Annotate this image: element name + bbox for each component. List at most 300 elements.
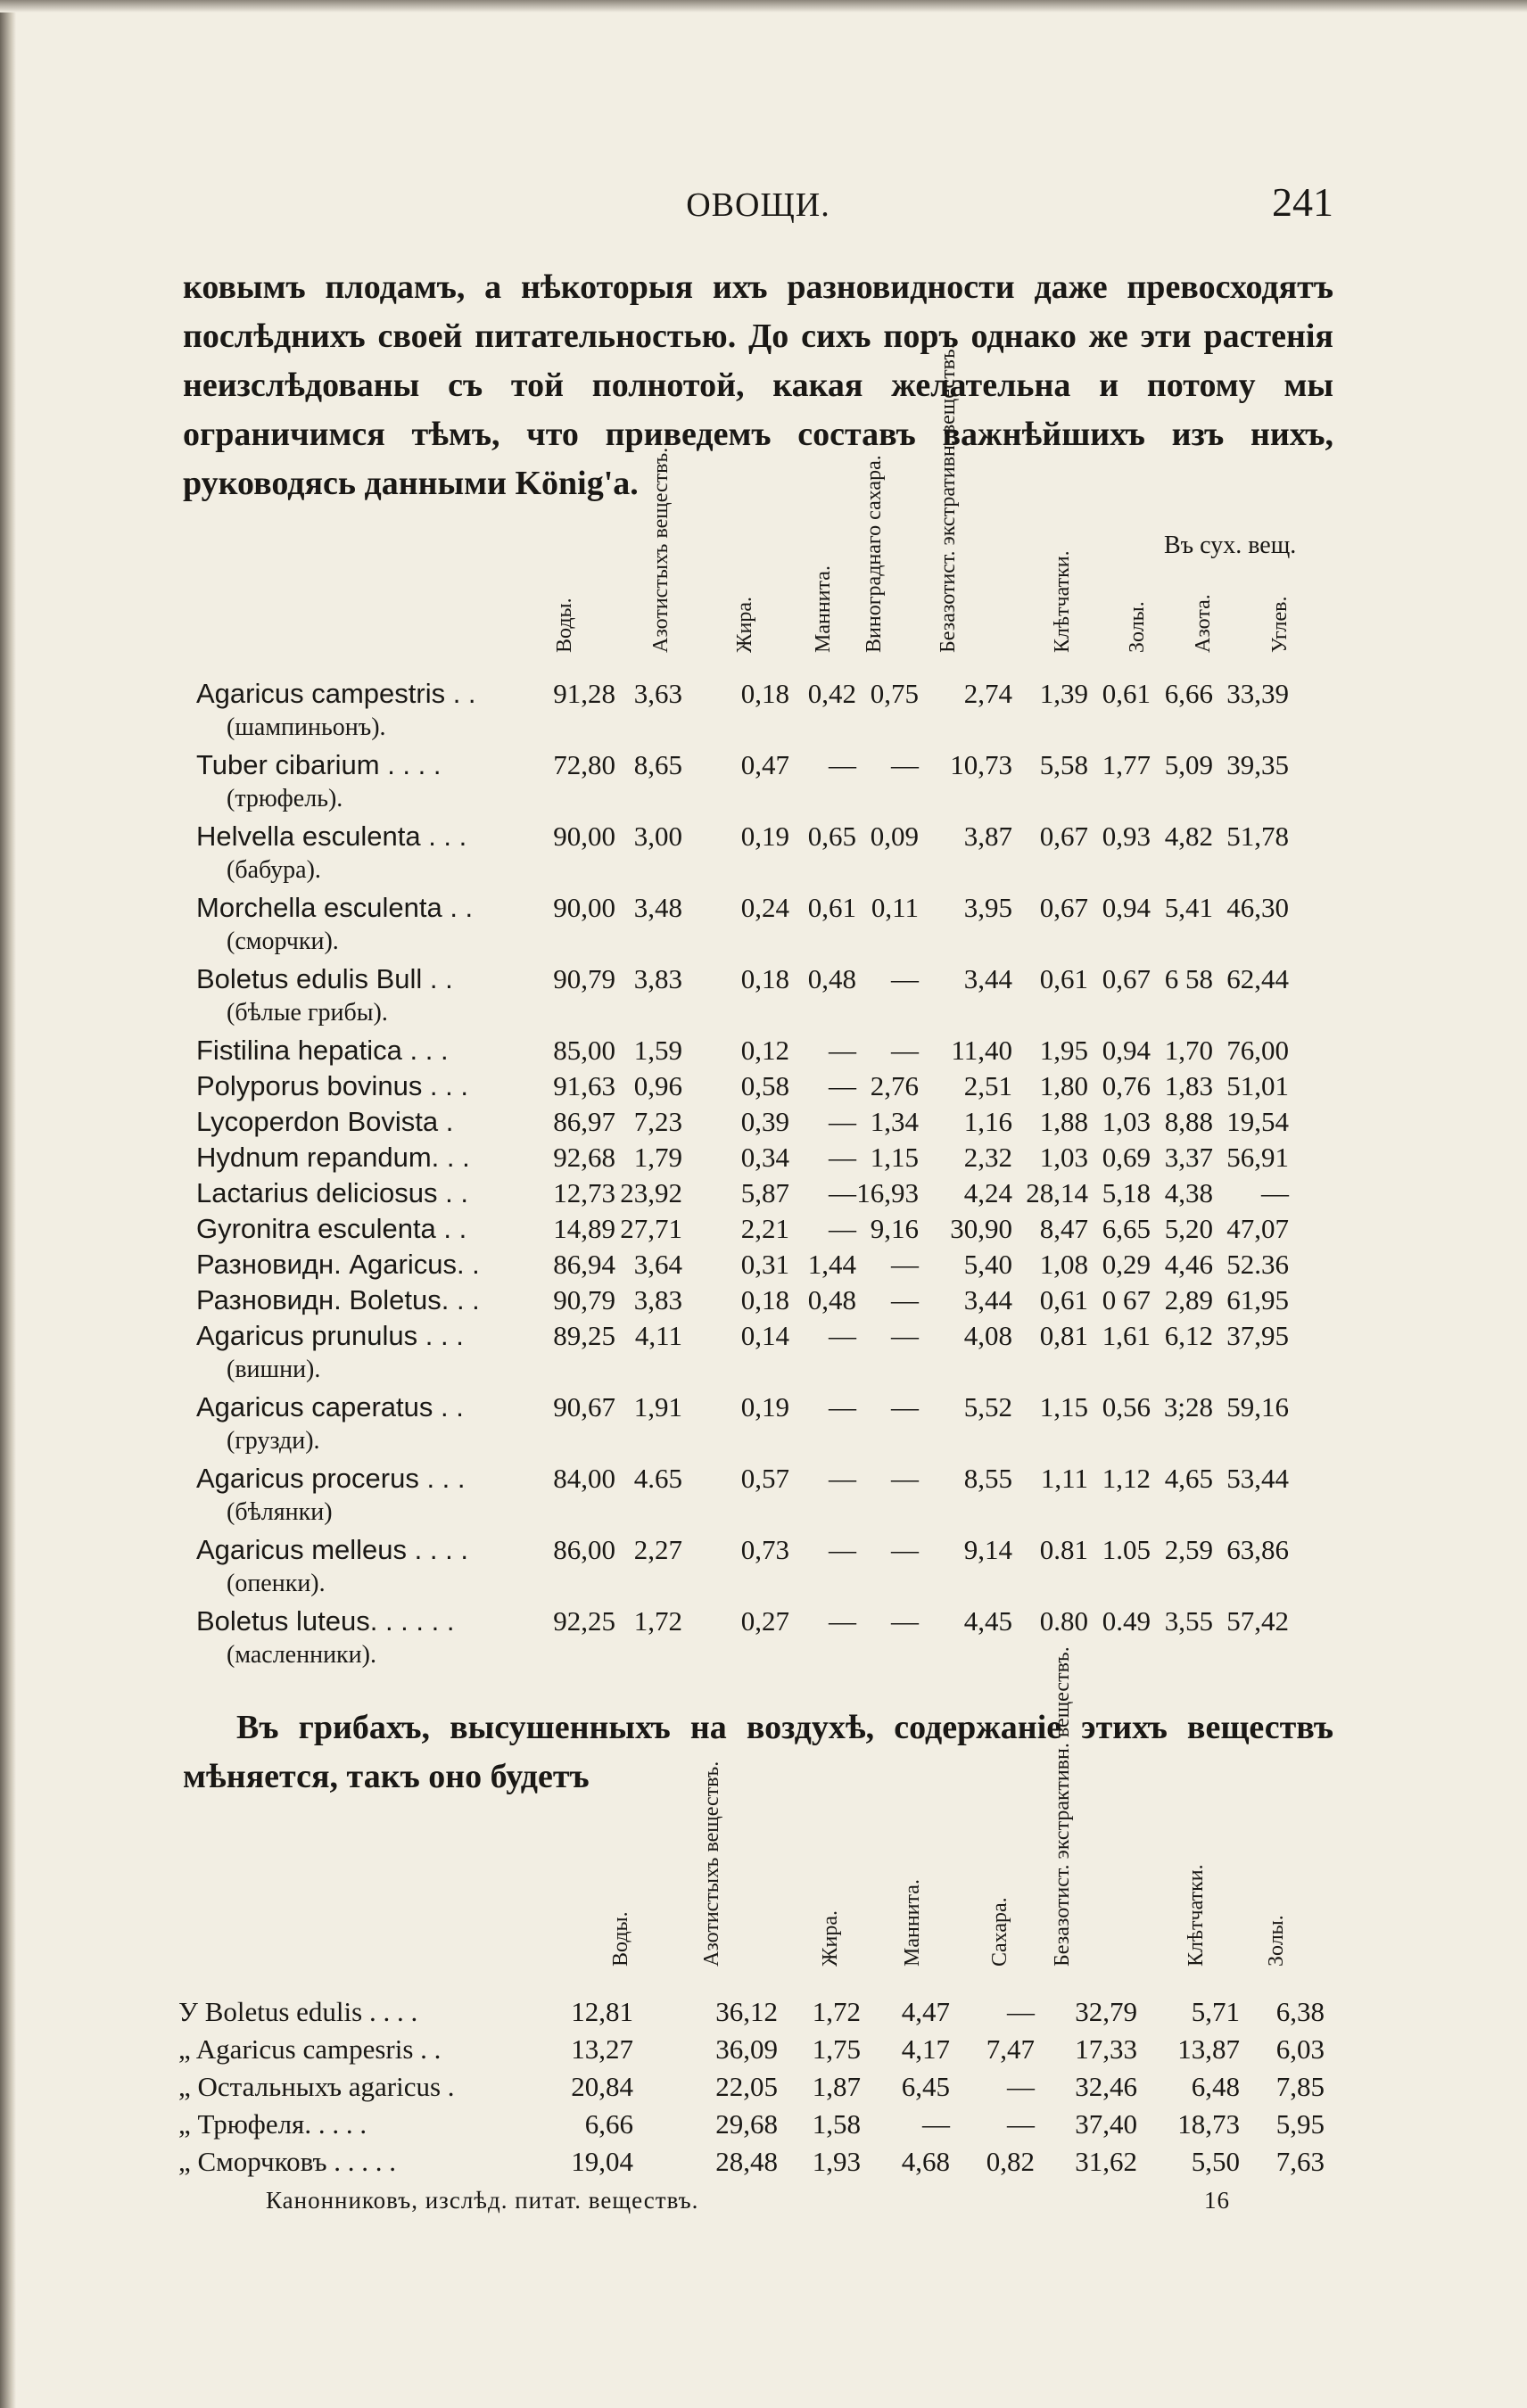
table-cell: 0,76 bbox=[1102, 1070, 1151, 1101]
species-name: Lycoperdon Bovista . bbox=[196, 1106, 454, 1137]
table-cell: 13,87 bbox=[1177, 2033, 1240, 2065]
table-cell: 1,12 bbox=[1102, 1463, 1151, 1494]
table-cell: 0,39 bbox=[740, 1106, 789, 1137]
table-cell: 23,92 bbox=[620, 1177, 682, 1208]
table-cell: 0,29 bbox=[1102, 1249, 1151, 1280]
page-top-edge bbox=[0, 0, 1527, 12]
table-cell: 5,50 bbox=[1191, 2146, 1240, 2177]
table2-column-header: Маннита. bbox=[901, 1879, 924, 1967]
species-name: Tuber cibarium . . . . bbox=[196, 749, 442, 780]
table-cell: — bbox=[1007, 2071, 1035, 2102]
table-row bbox=[178, 2071, 1338, 2108]
table-cell: 1,70 bbox=[1164, 1035, 1213, 1066]
table-cell: 89,25 bbox=[553, 1320, 615, 1351]
table-row bbox=[196, 1213, 1338, 1249]
table2-column-header: Жира. bbox=[819, 1910, 842, 1967]
table-cell: 86,00 bbox=[553, 1534, 615, 1565]
table-cell: — bbox=[891, 1035, 919, 1066]
common-name-row bbox=[196, 713, 1338, 749]
table-cell: 46,30 bbox=[1226, 892, 1289, 923]
table-cell: — bbox=[1007, 2108, 1035, 2140]
table-cell: 86,94 bbox=[553, 1249, 615, 1280]
table-row bbox=[196, 1177, 1338, 1213]
table-cell: 2,76 bbox=[870, 1070, 919, 1101]
table-cell: 36,12 bbox=[715, 1996, 778, 2027]
table-cell: 1,91 bbox=[633, 1391, 682, 1423]
species-name: Agaricus procerus . . . bbox=[196, 1463, 466, 1494]
table-cell: 6,66 bbox=[1164, 678, 1213, 709]
table-cell: 2,32 bbox=[963, 1142, 1012, 1173]
common-name-row bbox=[196, 856, 1338, 892]
table-cell: 11,40 bbox=[951, 1035, 1012, 1066]
table-cell: 36,09 bbox=[715, 2033, 778, 2065]
table-cell: 1,03 bbox=[1102, 1106, 1151, 1137]
signature-mark: 16 bbox=[1204, 2187, 1230, 2214]
table-row bbox=[196, 1070, 1338, 1106]
table-cell: — bbox=[829, 1391, 856, 1423]
table-cell: 1,93 bbox=[812, 2146, 861, 2177]
table-cell: 5,58 bbox=[1039, 749, 1088, 780]
table-cell: 7,85 bbox=[1275, 2071, 1325, 2102]
table-cell: 6,03 bbox=[1275, 2033, 1325, 2065]
table-cell: — bbox=[829, 1177, 856, 1208]
table-cell: 52.36 bbox=[1226, 1249, 1289, 1280]
table-cell: 33,39 bbox=[1226, 678, 1289, 709]
species-name: „ Сморчковъ . . . . . bbox=[178, 2146, 397, 2177]
species-name: Разновидн. Boletus. . . bbox=[196, 1284, 480, 1315]
table-cell: 0,58 bbox=[740, 1070, 789, 1101]
table-cell: 22,05 bbox=[715, 2071, 778, 2102]
table-cell: 5,09 bbox=[1164, 749, 1213, 780]
table-cell: 6,45 bbox=[901, 2071, 950, 2102]
table-cell: 3,48 bbox=[633, 892, 682, 923]
table-cell: — bbox=[891, 1320, 919, 1351]
table-cell: 1,87 bbox=[812, 2071, 861, 2102]
species-name: Agaricus prunulus . . . bbox=[196, 1320, 464, 1351]
table-cell: 0,56 bbox=[1102, 1391, 1151, 1423]
table-cell: 3,37 bbox=[1164, 1142, 1213, 1173]
table-row bbox=[178, 1996, 1338, 2033]
table-cell: 5,52 bbox=[963, 1391, 1012, 1423]
running-header bbox=[183, 178, 1333, 232]
table-cell: 37,95 bbox=[1226, 1320, 1289, 1351]
table-cell: 29,68 bbox=[715, 2108, 778, 2140]
table-cell: — bbox=[891, 963, 919, 994]
table-row bbox=[196, 892, 1338, 928]
table-cell: 56,91 bbox=[1226, 1142, 1289, 1173]
table-cell: 1,72 bbox=[633, 1605, 682, 1637]
table-cell: 18,73 bbox=[1177, 2108, 1240, 2140]
table-cell: 7,63 bbox=[1275, 2146, 1325, 2177]
intro-paragraph: ковымъ плодамъ, а нѣкоторыя ихъ разновидности даже превосходятъ послѣднихъ своей питательностью. До сихъ поръ однако же эти растенія неизслѣдованы съ той полнотой, какая желательна и потому мы ограничимся тѣмъ, что приведемъ составъ важнѣйшихъ изъ нихъ, руководясь данными König'a. bbox=[183, 268, 1333, 502]
common-name: (трюфель). bbox=[227, 785, 343, 812]
table-cell: 16,93 bbox=[856, 1177, 919, 1208]
table-cell: 2,21 bbox=[740, 1213, 789, 1244]
page-number: 241 bbox=[1272, 179, 1333, 225]
table-cell: 6,66 bbox=[584, 2108, 633, 2140]
table1-column-header: Винограднаго сахара. bbox=[863, 455, 886, 653]
common-name-row bbox=[196, 785, 1338, 821]
table-cell: 1,34 bbox=[870, 1106, 919, 1137]
table-cell: 3,83 bbox=[633, 1284, 682, 1315]
table-cell: 86,97 bbox=[553, 1106, 615, 1137]
table1-column-header: Клѣтчатки. bbox=[1051, 550, 1074, 653]
table-cell: 1,11 bbox=[1040, 1463, 1088, 1494]
table-cell: 4,45 bbox=[963, 1605, 1012, 1637]
table-cell: 1,88 bbox=[1039, 1106, 1088, 1137]
table-cell: 1,15 bbox=[870, 1142, 919, 1173]
table-row bbox=[196, 1284, 1338, 1320]
table-cell: — bbox=[922, 2108, 950, 2140]
table-cell: — bbox=[1007, 1996, 1035, 2027]
table-cell: 0,61 bbox=[1102, 678, 1151, 709]
table-cell: 62,44 bbox=[1226, 963, 1289, 994]
table-cell: 91,28 bbox=[553, 678, 615, 709]
table-cell: 0,48 bbox=[807, 963, 856, 994]
table-cell: 20,84 bbox=[571, 2071, 633, 2102]
table-cell: — bbox=[891, 749, 919, 780]
table-cell: 1,59 bbox=[633, 1035, 682, 1066]
species-name: Helvella esculenta . . . bbox=[196, 821, 467, 852]
table-cell: — bbox=[829, 1213, 856, 1244]
table-cell: 4,24 bbox=[963, 1177, 1012, 1208]
table-cell: 1,95 bbox=[1039, 1035, 1088, 1066]
table-cell: 72,80 bbox=[553, 749, 615, 780]
table-cell: 0,14 bbox=[740, 1320, 789, 1351]
table-cell: — bbox=[829, 1106, 856, 1137]
table-cell: 0,42 bbox=[807, 678, 856, 709]
table-cell: 27,71 bbox=[620, 1213, 682, 1244]
table2-column-header: Безазотист. экстрактивн. веществъ. bbox=[1051, 1646, 1074, 1967]
table-cell: 3,44 bbox=[963, 1284, 1012, 1315]
page-footer bbox=[266, 2187, 1230, 2214]
table-cell: 2,27 bbox=[633, 1534, 682, 1565]
table-row bbox=[178, 2146, 1338, 2183]
common-name: (бабура). bbox=[227, 856, 321, 884]
table-cell: 0,61 bbox=[1039, 963, 1088, 994]
table-cell: 90,00 bbox=[553, 821, 615, 852]
table-row bbox=[196, 1463, 1338, 1498]
table1-column-header: Маннита. bbox=[812, 565, 835, 653]
table-cell: — bbox=[829, 1605, 856, 1637]
table-cell: 0 67 bbox=[1102, 1284, 1151, 1315]
table2-column-header: Клѣтчатки. bbox=[1184, 1864, 1208, 1967]
table-cell: — bbox=[829, 1070, 856, 1101]
table-cell: 3,83 bbox=[633, 963, 682, 994]
table-cell: 59,16 bbox=[1226, 1391, 1289, 1423]
table-cell: 8,55 bbox=[963, 1463, 1012, 1494]
table-cell: 0,09 bbox=[870, 821, 919, 852]
species-name: Agaricus melleus . . . . bbox=[196, 1534, 468, 1565]
species-name: У Boletus edulis . . . . bbox=[178, 1996, 418, 2027]
common-name: (шампиньонъ). bbox=[227, 713, 386, 741]
table-cell: 6,12 bbox=[1164, 1320, 1213, 1351]
table-cell: 31,62 bbox=[1075, 2146, 1137, 2177]
species-name: Fistilina hepatica . . . bbox=[196, 1035, 449, 1066]
table-cell: 0,96 bbox=[633, 1070, 682, 1101]
table-cell: 0.49 bbox=[1102, 1605, 1151, 1637]
table-cell: 76,00 bbox=[1226, 1035, 1289, 1066]
table-cell: 12,81 bbox=[571, 1996, 633, 2027]
table-cell: 32,79 bbox=[1075, 1996, 1137, 2027]
common-name: (грузди). bbox=[227, 1427, 320, 1455]
table-cell: 28,14 bbox=[1026, 1177, 1088, 1208]
table-cell: 47,07 bbox=[1226, 1213, 1289, 1244]
table-cell: 2,74 bbox=[963, 678, 1012, 709]
table-cell: 4,08 bbox=[963, 1320, 1012, 1351]
table-cell: 1,39 bbox=[1039, 678, 1088, 709]
table-cell: 1,83 bbox=[1164, 1070, 1213, 1101]
table-cell: 5,87 bbox=[740, 1177, 789, 1208]
table-cell: 10,73 bbox=[950, 749, 1012, 780]
table-cell: — bbox=[891, 1249, 919, 1280]
table-cell: 0,27 bbox=[740, 1605, 789, 1637]
common-name: (масленники). bbox=[227, 1641, 376, 1669]
table-cell: 0,73 bbox=[740, 1534, 789, 1565]
common-name: (опенки). bbox=[227, 1570, 326, 1597]
table-row bbox=[196, 1605, 1338, 1641]
table-cell: — bbox=[829, 1142, 856, 1173]
common-name-row bbox=[196, 1498, 1338, 1534]
table-cell: 0,67 bbox=[1039, 892, 1088, 923]
table-row bbox=[196, 1106, 1338, 1142]
table-cell: — bbox=[891, 1391, 919, 1423]
table-cell: 1,08 bbox=[1039, 1249, 1088, 1280]
table-row bbox=[178, 2108, 1338, 2146]
table-cell: 0.81 bbox=[1039, 1534, 1088, 1565]
table-cell: 1,58 bbox=[812, 2108, 861, 2140]
table-cell: — bbox=[1261, 1177, 1289, 1208]
table-row bbox=[196, 1320, 1338, 1356]
table-cell: 0,75 bbox=[870, 678, 919, 709]
table-cell: 2,59 bbox=[1164, 1534, 1213, 1565]
table-cell: 19,04 bbox=[571, 2146, 633, 2177]
table-cell: 0,34 bbox=[740, 1142, 789, 1173]
common-name-row bbox=[196, 1356, 1338, 1391]
table-cell: 61,95 bbox=[1226, 1284, 1289, 1315]
table-cell: 1.05 bbox=[1102, 1534, 1151, 1565]
table1-column-header: Воды. bbox=[553, 598, 576, 653]
table-row bbox=[196, 1534, 1338, 1570]
table-cell: 4,82 bbox=[1164, 821, 1213, 852]
table-cell: 4,17 bbox=[901, 2033, 950, 2065]
table-cell: 0,47 bbox=[740, 749, 789, 780]
table-cell: 90,79 bbox=[553, 1284, 615, 1315]
table-cell: 3;28 bbox=[1163, 1391, 1213, 1423]
common-name-row bbox=[196, 1641, 1338, 1677]
table-row bbox=[196, 1249, 1338, 1284]
table-cell: 0,24 bbox=[740, 892, 789, 923]
table-row bbox=[196, 963, 1338, 999]
table-row bbox=[196, 678, 1338, 713]
table-cell: 12,73 bbox=[553, 1177, 615, 1208]
table1-column-header: Азота. bbox=[1192, 594, 1215, 653]
table-cell: 2,89 bbox=[1164, 1284, 1213, 1315]
table-cell: 90,67 bbox=[553, 1391, 615, 1423]
table-cell: 9,16 bbox=[870, 1213, 919, 1244]
table1-column-header: Золы. bbox=[1126, 601, 1149, 653]
species-name: Agaricus campestris . . bbox=[196, 678, 476, 709]
mushroom-composition-table bbox=[196, 678, 1338, 1677]
common-name-row bbox=[196, 999, 1338, 1035]
table-cell: 7,47 bbox=[986, 2033, 1035, 2065]
table-cell: 37,40 bbox=[1075, 2108, 1137, 2140]
table-cell: 0,69 bbox=[1102, 1142, 1151, 1173]
table-cell: — bbox=[891, 1605, 919, 1637]
table-cell: 0,18 bbox=[740, 1284, 789, 1315]
species-name: Boletus edulis Bull . . bbox=[196, 963, 453, 994]
table-cell: 1,03 bbox=[1039, 1142, 1088, 1173]
table-row bbox=[196, 1035, 1338, 1070]
table-cell: 6,38 bbox=[1275, 1996, 1325, 2027]
table-cell: 57,42 bbox=[1226, 1605, 1289, 1637]
table-cell: 0,48 bbox=[807, 1284, 856, 1315]
table-cell: 5,41 bbox=[1164, 892, 1213, 923]
table2-column-header: Воды. bbox=[609, 1911, 632, 1967]
table-cell: 7,23 bbox=[633, 1106, 682, 1137]
table-cell: 3,55 bbox=[1164, 1605, 1213, 1637]
table-cell: 2,51 bbox=[963, 1070, 1012, 1101]
table-cell: 90,79 bbox=[553, 963, 615, 994]
table-cell: 0,61 bbox=[807, 892, 856, 923]
table-cell: 0,94 bbox=[1102, 892, 1151, 923]
table-cell: 5,40 bbox=[963, 1249, 1012, 1280]
table-row bbox=[178, 2033, 1338, 2071]
table-cell: 8,65 bbox=[633, 749, 682, 780]
species-name: Hydnum repandum. . . bbox=[196, 1142, 470, 1173]
table-cell: — bbox=[891, 1284, 919, 1315]
table-cell: 3,95 bbox=[963, 892, 1012, 923]
table-cell: — bbox=[829, 749, 856, 780]
book-spine-shadow bbox=[0, 0, 16, 2408]
table-cell: 1,80 bbox=[1039, 1070, 1088, 1101]
table-cell: 1,79 bbox=[633, 1142, 682, 1173]
common-name: (вишни). bbox=[227, 1356, 321, 1383]
table-cell: 9,14 bbox=[963, 1534, 1012, 1565]
table-cell: 0,18 bbox=[740, 963, 789, 994]
table-cell: 3,44 bbox=[963, 963, 1012, 994]
table-cell: 53,44 bbox=[1226, 1463, 1289, 1494]
table2-column-header: Азотистыхъ веществъ. bbox=[700, 1761, 723, 1967]
table-cell: 13,27 bbox=[571, 2033, 633, 2065]
table-cell: 0,19 bbox=[740, 821, 789, 852]
table-cell: 4,47 bbox=[901, 1996, 950, 2027]
table-cell: 84,00 bbox=[553, 1463, 615, 1494]
common-name-row bbox=[196, 1427, 1338, 1463]
species-name: „ Трюфеля. . . . . bbox=[178, 2108, 367, 2140]
table-cell: 0,18 bbox=[740, 678, 789, 709]
table-cell: — bbox=[891, 1463, 919, 1494]
table-cell: 4,46 bbox=[1164, 1249, 1213, 1280]
table-cell: 3,64 bbox=[633, 1249, 682, 1280]
table-cell: — bbox=[829, 1463, 856, 1494]
table-row bbox=[196, 1142, 1338, 1177]
table-cell: 91,63 bbox=[553, 1070, 615, 1101]
common-name: (бѣлянки) bbox=[227, 1498, 333, 1526]
table-cell: 19,54 bbox=[1226, 1106, 1289, 1137]
table-cell: 14,89 bbox=[553, 1213, 615, 1244]
table-row bbox=[196, 821, 1338, 856]
table-cell: 6 58 bbox=[1164, 963, 1213, 994]
table-cell: 3,87 bbox=[963, 821, 1012, 852]
table-cell: 92,68 bbox=[553, 1142, 615, 1173]
running-title: ОВОЩИ. bbox=[686, 186, 830, 224]
common-name: (сморчки). bbox=[227, 928, 339, 955]
table-cell: 8,47 bbox=[1039, 1213, 1088, 1244]
table-cell: 4,68 bbox=[901, 2146, 950, 2177]
table-cell: 0,19 bbox=[740, 1391, 789, 1423]
species-name: „ Остальныхъ agaricus . bbox=[178, 2071, 455, 2102]
table-cell: 0,81 bbox=[1039, 1320, 1088, 1351]
table1-column-header: Углев. bbox=[1268, 596, 1292, 653]
table-cell: 30,90 bbox=[950, 1213, 1012, 1244]
dried-mushroom-table bbox=[178, 1996, 1338, 2183]
table-cell: 0,65 bbox=[807, 821, 856, 852]
species-name: Boletus luteus. . . . . . bbox=[196, 1605, 455, 1637]
table-cell: 0.80 bbox=[1039, 1605, 1088, 1637]
table-cell: 0,67 bbox=[1039, 821, 1088, 852]
table-cell: — bbox=[891, 1534, 919, 1565]
common-name-row bbox=[196, 1570, 1338, 1605]
table-cell: 17,33 bbox=[1075, 2033, 1137, 2065]
table-cell: 0,12 bbox=[740, 1035, 789, 1066]
species-name: Разновидн. Agaricus. . bbox=[196, 1249, 480, 1280]
table-cell: 0,67 bbox=[1102, 963, 1151, 994]
table-cell: 5,71 bbox=[1191, 1996, 1240, 2027]
table-cell: — bbox=[829, 1320, 856, 1351]
table-cell: 8,88 bbox=[1164, 1106, 1213, 1137]
table-cell: — bbox=[829, 1534, 856, 1565]
table2-column-header: Сахара. bbox=[988, 1897, 1011, 1967]
table-cell: 4.65 bbox=[633, 1463, 682, 1494]
table-cell: 0,11 bbox=[871, 892, 919, 923]
table-cell: 1,44 bbox=[807, 1249, 856, 1280]
table-row bbox=[196, 749, 1338, 785]
table2-column-header: Золы. bbox=[1265, 1915, 1288, 1967]
table1-column-header: Жира. bbox=[733, 597, 756, 653]
table-cell: 85,00 bbox=[553, 1035, 615, 1066]
table-cell: 1,75 bbox=[812, 2033, 861, 2065]
table-cell: 92,25 bbox=[553, 1605, 615, 1637]
table-cell: 0,31 bbox=[740, 1249, 789, 1280]
table-cell: 4,65 bbox=[1164, 1463, 1213, 1494]
common-name: (бѣлые грибы). bbox=[227, 999, 388, 1027]
table-cell: — bbox=[829, 1035, 856, 1066]
table1-column-header: Азотистыхъ веществъ. bbox=[649, 447, 673, 653]
table-cell: 5,20 bbox=[1164, 1213, 1213, 1244]
table-cell: 4,38 bbox=[1164, 1177, 1213, 1208]
table-cell: 6,65 bbox=[1102, 1213, 1151, 1244]
table-cell: 4,11 bbox=[634, 1320, 682, 1351]
table-cell: 1,72 bbox=[812, 1996, 861, 2027]
table-cell: 1,15 bbox=[1039, 1391, 1088, 1423]
species-name: Lactarius deliciosus . . bbox=[196, 1177, 468, 1208]
species-name: Agaricus caperatus . . bbox=[196, 1391, 464, 1423]
table-cell: 51,78 bbox=[1226, 821, 1289, 852]
table-cell: 6,48 bbox=[1191, 2071, 1240, 2102]
dry-matter-group-label: Въ сух. вещ. bbox=[1164, 532, 1297, 559]
table-cell: 0,93 bbox=[1102, 821, 1151, 852]
species-name: „ Agaricus campesris . . bbox=[178, 2033, 442, 2065]
table-cell: 39,35 bbox=[1226, 749, 1289, 780]
table-cell: 28,48 bbox=[715, 2146, 778, 2177]
table-cell: 0,82 bbox=[986, 2146, 1035, 2177]
table-cell: 90,00 bbox=[553, 892, 615, 923]
species-name: Morchella esculenta . . bbox=[196, 892, 474, 923]
table-cell: 1,77 bbox=[1102, 749, 1151, 780]
footer-source: Канонниковъ, изслѣд. питат. веществъ. bbox=[266, 2187, 699, 2214]
table-cell: 0,94 bbox=[1102, 1035, 1151, 1066]
